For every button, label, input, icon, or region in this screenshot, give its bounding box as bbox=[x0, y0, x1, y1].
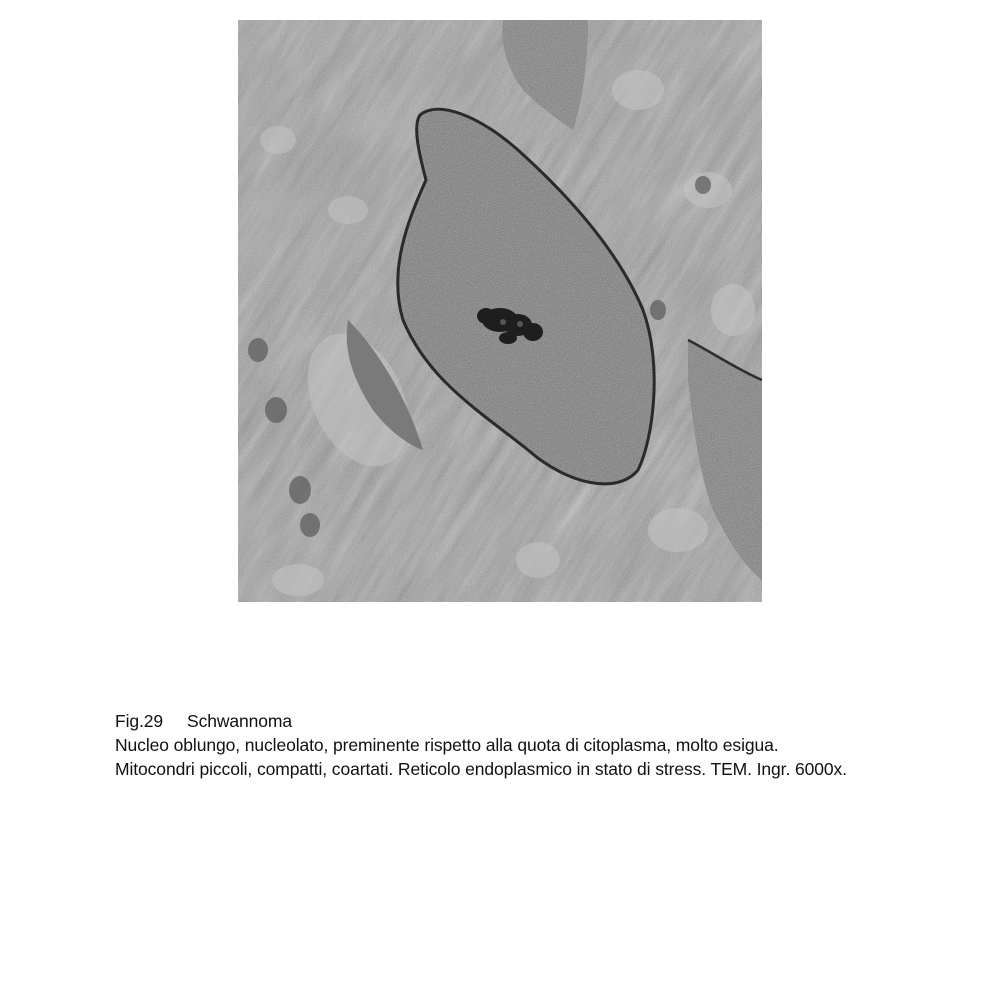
figure-label: Fig.29 bbox=[115, 711, 164, 731]
caption-line-2: Mitocondri piccoli, compatti, coartati. Reticolo endoplasmico in stato di stress. TEM. Ingr. 6000x. bbox=[115, 759, 847, 779]
caption-heading bbox=[115, 709, 975, 733]
caption-line-1: Nucleo oblungo, nucleolato, preminente rispetto alla quota di citoplasma, molto esigua. bbox=[115, 735, 779, 755]
figure-title: Schwannoma bbox=[187, 711, 293, 731]
tem-micrograph bbox=[238, 20, 762, 602]
figure-caption bbox=[115, 709, 975, 781]
schwannoma-micrograph-image bbox=[238, 20, 762, 602]
